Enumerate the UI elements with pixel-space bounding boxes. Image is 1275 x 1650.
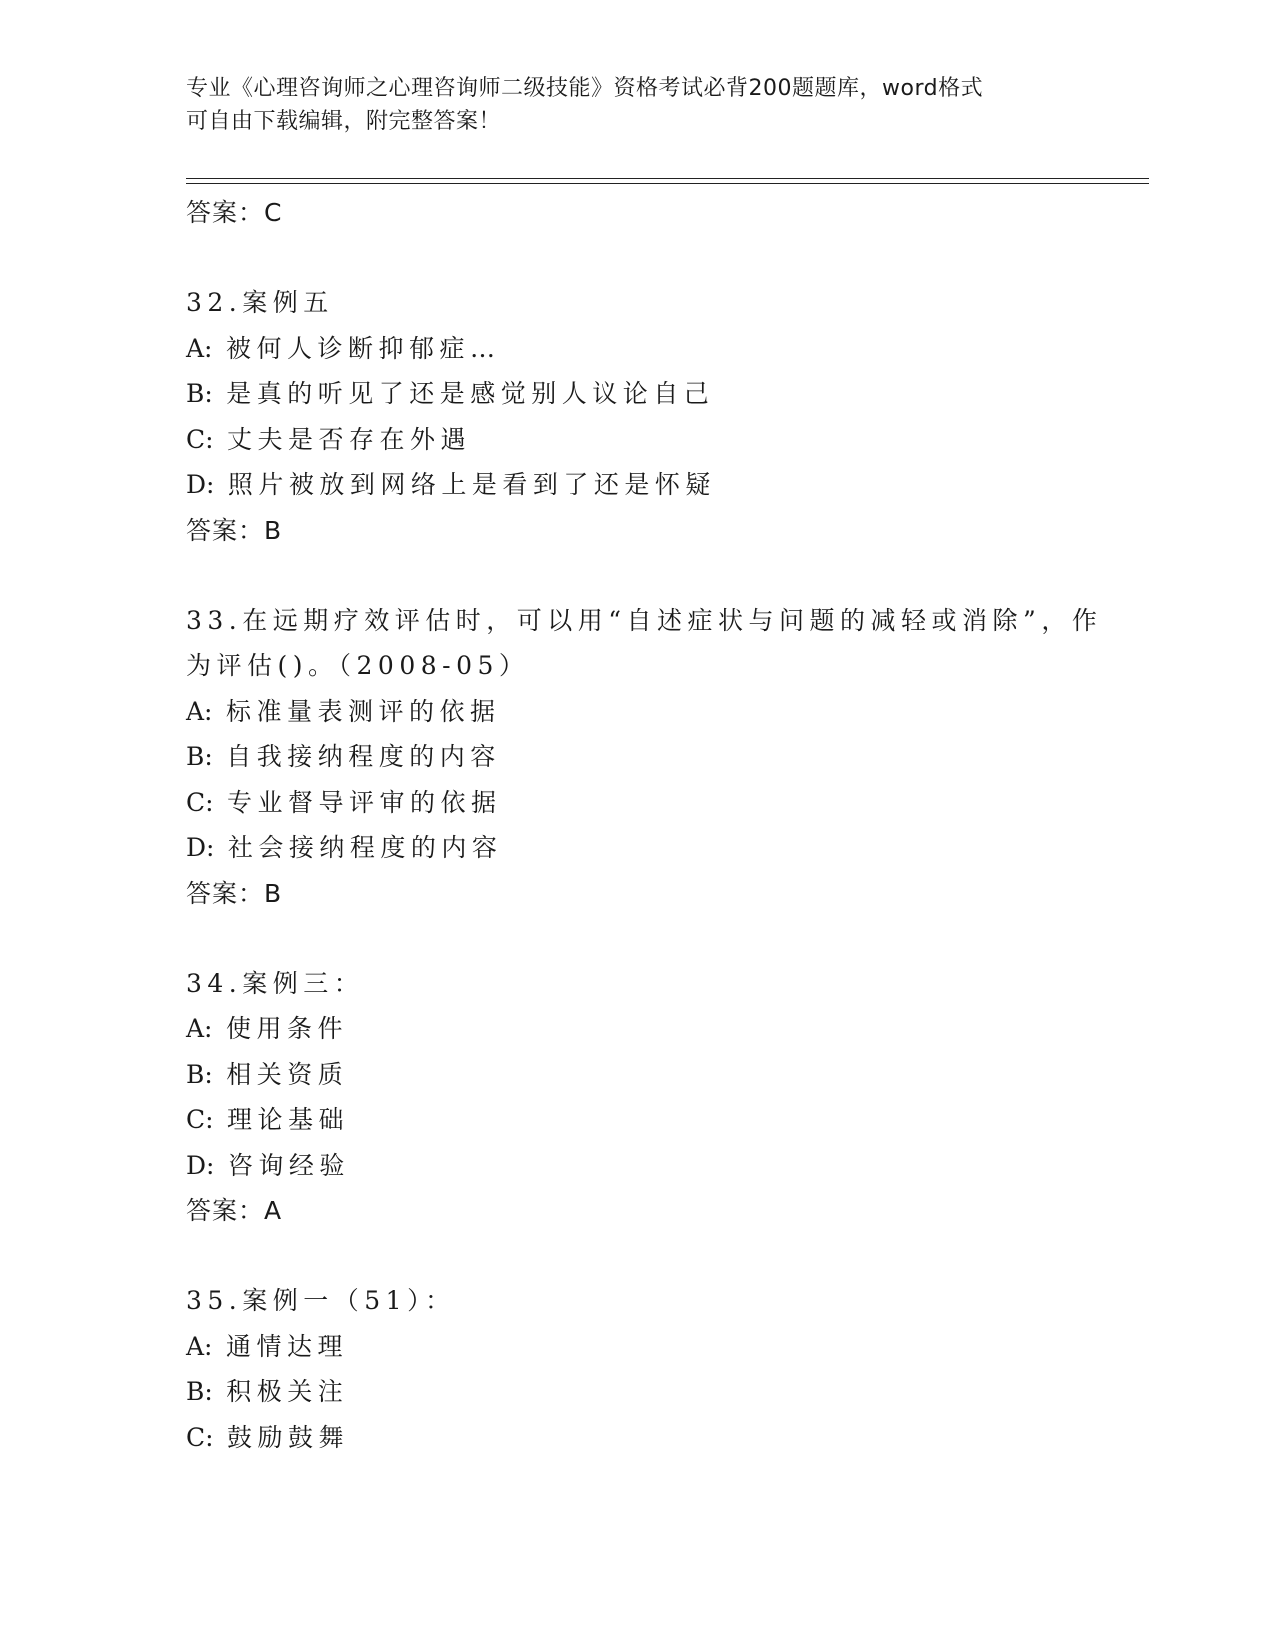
option-text: 使用条件 (225, 1014, 348, 1043)
option-letter: A: (186, 333, 213, 363)
answer-line: 答案：A (186, 1196, 283, 1225)
option-d (186, 462, 1149, 508)
option-text: 理论基础 (227, 1105, 350, 1134)
option-d (186, 1143, 1149, 1189)
option-text: 专业督导评审的依据 (227, 787, 502, 817)
answer-line: 答案：B (186, 515, 283, 545)
question-list (186, 190, 1149, 1460)
question-text: 33.在远期疗效评估时，可以用“自述症状与问题的减轻或消除”，作 (186, 605, 1103, 635)
spacer (186, 917, 1149, 961)
option-text: 相关资质 (226, 1059, 349, 1089)
option-letter: A: (186, 696, 213, 726)
option-text: 标准量表测评的依据 (225, 696, 501, 726)
option-a (186, 326, 1149, 372)
option-letter: C: (186, 1422, 214, 1452)
option-text: 社会接纳程度的内容 (227, 833, 503, 862)
option-letter: B: (186, 379, 213, 408)
answer-line: 答案：B (186, 878, 283, 908)
option-letter: C: (186, 424, 214, 454)
spacer (186, 1234, 1149, 1278)
option-b (186, 734, 1149, 780)
answer-line: 答案：C (186, 198, 283, 227)
option-a (186, 1324, 1149, 1370)
option-text: 自我接纳程度的内容 (226, 742, 501, 771)
option-letter: C: (186, 787, 214, 817)
option-c (186, 1097, 1149, 1143)
document-header (186, 72, 1086, 138)
spacer (186, 554, 1149, 598)
option-a (186, 1006, 1149, 1052)
option-letter: B: (186, 742, 213, 771)
option-letter: C: (186, 1105, 214, 1134)
option-c (186, 1415, 1149, 1461)
option-text: 被何人诊断抑郁症… (225, 333, 501, 363)
question-block (186, 598, 1149, 917)
option-b (186, 1369, 1149, 1415)
option-letter: D: (186, 470, 215, 499)
header-line-1: 专业《心理咨询师之心理咨询师二级技能》资格考试必背200题题库，word格式 (186, 76, 984, 101)
question-text-continued: 为评估()。（2008-05） (186, 651, 530, 680)
question-text: 35.案例一（51）： (186, 1286, 456, 1315)
option-letter: D: (186, 833, 215, 862)
option-text: 积极关注 (226, 1377, 349, 1406)
option-text: 通情达理 (225, 1331, 348, 1361)
question-text: 32.案例五 (186, 288, 334, 317)
header-divider-bottom (186, 183, 1149, 184)
option-c (186, 417, 1149, 463)
question-block (186, 280, 1149, 554)
spacer (186, 236, 1149, 280)
option-letter: A: (186, 1014, 213, 1043)
option-letter: B: (186, 1059, 213, 1089)
option-text: 鼓励鼓舞 (227, 1422, 350, 1452)
option-letter: A: (186, 1331, 213, 1361)
option-text: 是真的听见了还是感觉别人议论自己 (226, 379, 715, 408)
question-block (186, 1278, 1149, 1460)
header-divider-top (186, 178, 1149, 179)
option-a (186, 689, 1149, 735)
option-letter: D: (186, 1150, 215, 1180)
option-b (186, 371, 1149, 417)
header-line-2: 可自由下载编辑，附完整答案！ (186, 109, 502, 134)
option-letter: B: (186, 1377, 213, 1406)
option-c (186, 780, 1149, 826)
option-text: 照片被放到网络上是看到了还是怀疑 (227, 470, 716, 499)
question-text: 34.案例三： (186, 968, 365, 998)
option-text: 咨询经验 (227, 1150, 350, 1180)
option-text: 丈夫是否存在外遇 (227, 424, 472, 454)
option-b (186, 1052, 1149, 1098)
option-d (186, 825, 1149, 871)
question-block (186, 961, 1149, 1235)
